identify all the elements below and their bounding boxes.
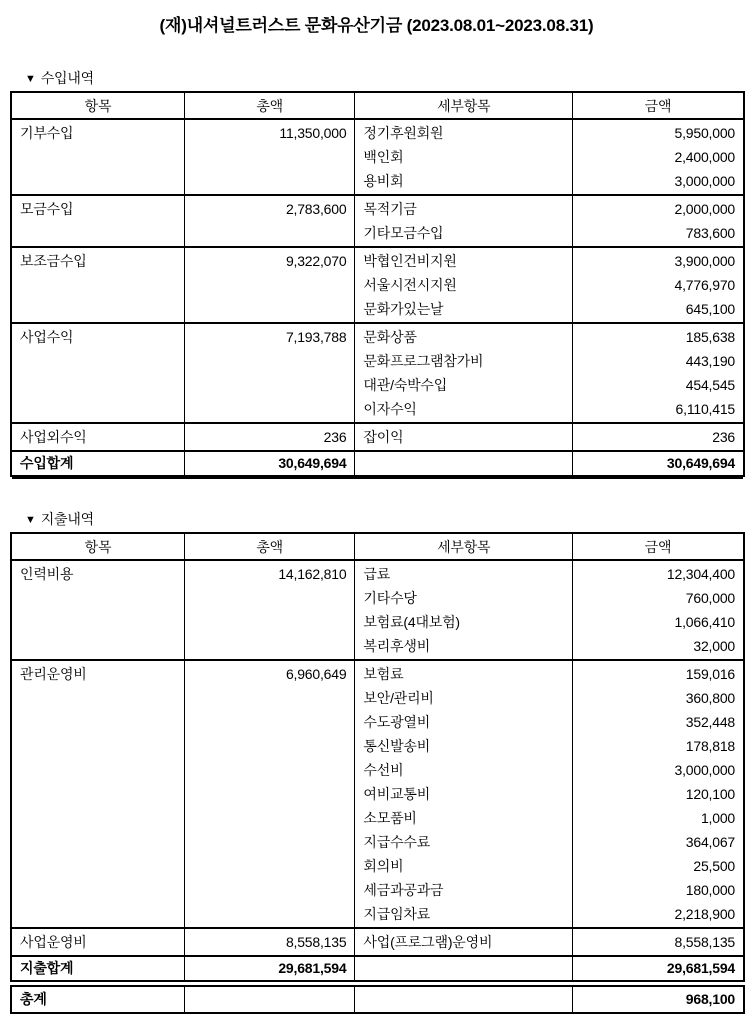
total-value: 7,193,788 <box>285 329 347 345</box>
total-row-amount <box>573 451 745 476</box>
detail-amount: 236 <box>712 429 735 445</box>
item-label: 사업운영비 <box>20 934 87 950</box>
detail-amount: 364,067 <box>685 834 735 850</box>
detail-name: 서울시전시지원 <box>363 277 457 293</box>
detail-names-cell <box>355 323 573 423</box>
detail-amount: 3,900,000 <box>674 253 735 269</box>
income-section-label-text: 수입내역 <box>40 70 94 86</box>
total-value: 236 <box>323 429 347 445</box>
item-label: 인력비용 <box>20 566 74 582</box>
detail-amounts-cell <box>573 195 745 247</box>
total-row-total-value: 29,681,594 <box>278 960 347 976</box>
total-value: 6,960,649 <box>285 666 347 682</box>
detail-amount: 1,000 <box>700 810 735 826</box>
detail-name: 백인회 <box>363 149 404 165</box>
item-label: 사업외수익 <box>20 429 87 445</box>
category-row-0 <box>11 119 744 195</box>
item-cell <box>11 928 184 956</box>
detail-name: 보험료 <box>363 666 404 682</box>
item-label: 사업수익 <box>20 329 74 345</box>
detail-name: 목적기금 <box>363 201 417 217</box>
detail-amount: 32,000 <box>693 638 735 654</box>
detail-amount: 180,000 <box>685 882 735 898</box>
item-cell <box>11 247 184 323</box>
total-cell <box>184 660 354 928</box>
detail-amount: 360,800 <box>685 690 735 706</box>
category-row-2 <box>11 247 744 323</box>
item-cell <box>11 560 184 660</box>
detail-amount: 443,190 <box>685 353 735 369</box>
total-value: 14,162,810 <box>278 566 347 582</box>
detail-amount: 2,000,000 <box>674 201 735 217</box>
category-row-0 <box>11 560 744 660</box>
detail-names-cell <box>355 195 573 247</box>
detail-name: 세금과공과금 <box>363 882 444 898</box>
income-section <box>0 68 753 477</box>
category-row-4 <box>11 423 744 451</box>
detail-amount: 760,000 <box>685 590 735 606</box>
detail-amount: 6,110,415 <box>675 401 735 417</box>
category-row-3 <box>11 323 744 423</box>
detail-names-cell <box>355 119 573 195</box>
page-title: (재)내셔널트러스트 문화유산기금 (2023.08.01~2023.08.31) <box>159 16 594 35</box>
detail-amount: 120,100 <box>685 786 735 802</box>
detail-amount: 2,218,900 <box>674 906 735 922</box>
detail-name: 지급임차료 <box>363 906 431 922</box>
detail-amounts-cell <box>573 928 745 956</box>
detail-amount: 12,304,400 <box>666 566 735 582</box>
detail-names-cell <box>355 560 573 660</box>
detail-name: 지급수수료 <box>363 834 431 850</box>
detail-name: 보안/관리비 <box>363 690 434 706</box>
table-header <box>11 92 744 119</box>
detail-name: 대관/숙박수입 <box>363 377 448 393</box>
item-label: 모금수입 <box>20 201 74 217</box>
item-cell <box>11 323 184 423</box>
item-cell <box>11 660 184 928</box>
total-cell <box>184 323 354 423</box>
detail-name: 소모품비 <box>363 810 417 826</box>
table-body <box>11 119 744 476</box>
total-value: 8,558,135 <box>285 934 347 950</box>
total-cell <box>184 928 354 956</box>
total-value: 2,783,600 <box>285 201 347 217</box>
income-table <box>10 91 745 477</box>
detail-amount: 5,950,000 <box>674 125 735 141</box>
detail-amount: 352,448 <box>685 714 735 730</box>
detail-amount: 25,500 <box>693 858 735 874</box>
detail-names-cell <box>355 247 573 323</box>
column-header-0: 항목 <box>11 92 184 119</box>
column-header-3: 금액 <box>573 92 745 119</box>
detail-amount: 783,600 <box>685 225 735 241</box>
total-row-amount-value: 29,681,594 <box>666 960 735 976</box>
income-section-label <box>25 68 753 88</box>
column-header-3: 금액 <box>573 533 745 560</box>
table-body <box>11 560 744 981</box>
detail-name: 기타수당 <box>363 590 417 606</box>
detail-amount: 2,400,000 <box>674 149 735 165</box>
detail-name: 보험료(4대보험) <box>363 614 460 630</box>
item-cell <box>11 195 184 247</box>
detail-name: 이자수익 <box>363 401 417 417</box>
table-header <box>11 533 744 560</box>
detail-name: 수도광열비 <box>363 714 431 730</box>
detail-amount: 645,100 <box>685 301 735 317</box>
grand-total-amount-value: 968,100 <box>685 991 735 1007</box>
column-header-1: 총액 <box>184 92 354 119</box>
total-row-amount-value: 30,649,694 <box>666 455 735 471</box>
income-total-row <box>11 451 744 476</box>
detail-amount: 1,066,410 <box>674 614 735 630</box>
detail-amount: 3,000,000 <box>674 762 735 778</box>
detail-amount: 4,776,970 <box>674 277 735 293</box>
detail-name: 사업(프로그램)운영비 <box>363 934 493 950</box>
expense-table <box>10 532 745 982</box>
detail-amounts-cell <box>573 560 745 660</box>
total-row-total <box>184 451 354 476</box>
total-cell <box>184 119 354 195</box>
item-label: 관리운영비 <box>20 666 87 682</box>
detail-name: 여비교통비 <box>363 786 431 802</box>
detail-amount: 454,545 <box>685 377 735 393</box>
detail-name: 정기후원회원 <box>363 125 444 141</box>
item-label: 보조금수입 <box>20 253 87 269</box>
total-cell <box>184 560 354 660</box>
total-row-label-text: 지출합계 <box>20 960 74 976</box>
detail-amounts-cell <box>573 247 745 323</box>
detail-name: 수선비 <box>363 762 404 778</box>
item-cell <box>11 119 184 195</box>
total-cell <box>184 247 354 323</box>
category-row-2 <box>11 928 744 956</box>
detail-name: 문화프로그램참가비 <box>363 353 484 369</box>
section-marker-icon: ▼ <box>25 73 36 85</box>
category-row-1 <box>11 660 744 928</box>
header-row <box>11 92 744 119</box>
total-cell <box>184 195 354 247</box>
detail-name: 문화상품 <box>363 329 417 345</box>
detail-name: 통신발송비 <box>363 738 431 754</box>
detail-amount: 159,016 <box>685 666 735 682</box>
detail-amount: 185,638 <box>685 329 735 345</box>
detail-amounts-cell <box>573 119 745 195</box>
total-row-total-value: 30,649,694 <box>278 455 347 471</box>
detail-name: 복리후생비 <box>363 638 431 654</box>
detail-name: 용비회 <box>363 173 404 189</box>
detail-amounts-cell <box>573 423 745 451</box>
grand-total-label-text: 총계 <box>20 991 47 1007</box>
total-row-label-text: 수입합계 <box>20 455 74 471</box>
column-header-2: 세부항목 <box>355 92 573 119</box>
detail-name: 급료 <box>363 566 391 582</box>
detail-amount: 8,558,135 <box>674 934 735 950</box>
expense-section <box>0 509 753 1014</box>
total-value: 9,322,070 <box>285 253 347 269</box>
detail-names-cell <box>355 928 573 956</box>
column-header-1: 총액 <box>184 533 354 560</box>
expense-total-row <box>11 956 744 981</box>
total-row-label <box>11 956 184 981</box>
column-header-2: 세부항목 <box>355 533 573 560</box>
total-row-total <box>184 956 354 981</box>
detail-amounts-cell <box>573 660 745 928</box>
detail-name: 박협인건비지원 <box>363 253 457 269</box>
item-label: 기부수입 <box>20 125 74 141</box>
total-row-label <box>11 451 184 476</box>
detail-names-cell <box>355 660 573 928</box>
detail-name: 기타모금수입 <box>363 225 444 241</box>
total-cell <box>184 423 354 451</box>
expense-section-label-text: 지출내역 <box>40 511 94 527</box>
expense-section-label <box>25 509 753 529</box>
total-row-empty <box>355 956 573 981</box>
header-row <box>11 533 744 560</box>
total-row-amount <box>573 956 745 981</box>
total-row-empty <box>355 451 573 476</box>
detail-amount: 3,000,000 <box>674 173 735 189</box>
detail-amount: 178,818 <box>685 738 735 754</box>
column-header-0: 항목 <box>11 533 184 560</box>
detail-name: 문화가있는날 <box>363 301 444 317</box>
detail-names-cell <box>355 423 573 451</box>
detail-name: 잡이익 <box>363 429 404 445</box>
category-row-1 <box>11 195 744 247</box>
item-cell <box>11 423 184 451</box>
detail-amounts-cell <box>573 323 745 423</box>
detail-name: 회의비 <box>363 858 404 874</box>
total-value: 11,350,000 <box>279 125 347 141</box>
section-marker-icon: ▼ <box>25 514 36 526</box>
